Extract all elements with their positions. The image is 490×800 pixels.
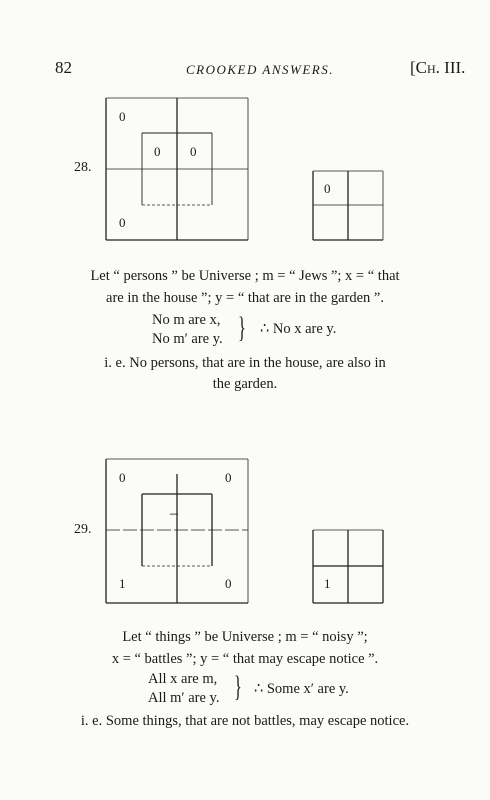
mark-28-inner-nw: 0: [154, 144, 161, 159]
problem-28-line-1: Let “ persons ” be Universe ; m = “ Jews ”; x = “ that: [90, 268, 400, 284]
problem-28-diagram: [100, 95, 400, 245]
problem-28-premise-2: No m′ are y.: [152, 331, 223, 347]
mark-28-inner-ne: 0: [190, 144, 197, 159]
mark-28-outer-nw: 0: [119, 109, 126, 124]
mark-29-outer-ne: 0: [225, 470, 232, 485]
mark-29-outer-se: 0: [225, 576, 232, 591]
problem-28-ie-line-1: i. e. No persons, that are in the house, are also in: [104, 355, 386, 371]
problem-28-conclusion: ∴ No x are y.: [260, 321, 337, 337]
problem-29-line-2: x = “ battles ”; y = “ that may escape notice ”.: [111, 651, 379, 667]
problem-28-line-2: are in the house ”; y = “ that are in the garden ”.: [106, 290, 384, 306]
mark-28-outer-sw: 0: [119, 215, 126, 230]
mark-29-outer-sw: 1: [119, 576, 126, 591]
problem-28-number: 28.: [74, 160, 92, 175]
problem-29-diagram: [100, 456, 400, 608]
chapter-label: [Ch. III.: [410, 58, 466, 77]
problem-29-premise-1: All x are m,: [148, 671, 218, 687]
page-number: 82: [55, 58, 72, 77]
problem-28-brace: }: [238, 311, 246, 344]
problem-28-premise-1: No m are x,: [152, 312, 221, 328]
running-title: CROOKED ANSWERS.: [186, 62, 334, 77]
problem-29-brace: }: [234, 670, 242, 703]
problem-29-line-1: Let “ things ” be Universe ; m = “ noisy ”;: [122, 629, 368, 645]
mark-29-outer-nw: 0: [119, 470, 126, 485]
problem-29-premise-2: All m′ are y.: [148, 690, 220, 706]
problem-28-ie-line-2: the garden.: [212, 376, 278, 392]
mark-29-small-sw: 1: [324, 576, 331, 591]
problem-29-conclusion: ∴ Some x′ are y.: [254, 681, 349, 697]
mark-29-inner-dash: –: [170, 505, 178, 522]
problem-29-ie-line: i. e. Some things, that are not battles, may escape notice.: [80, 713, 410, 729]
problem-29-number: 29.: [74, 522, 92, 537]
mark-28-small-nw: 0: [324, 181, 331, 196]
